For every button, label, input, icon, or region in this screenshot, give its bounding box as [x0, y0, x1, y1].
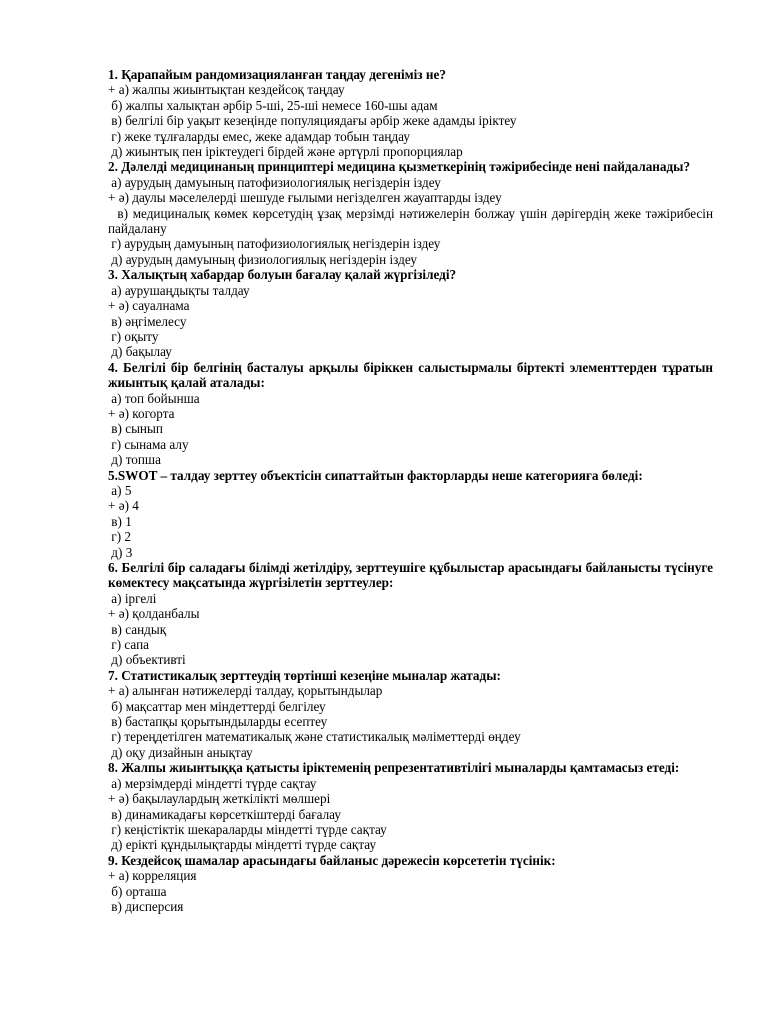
answer-option: г) 2: [108, 529, 131, 545]
answer-option: + ә) когорта: [108, 405, 175, 421]
answer-option: а) аурудың дамуының патофизиологиялық негіздерін іздеу: [108, 174, 441, 190]
answer-option: в) сынып: [108, 421, 163, 437]
answer-option: г) аурудың дамуының патофизиологиялық негіздерін іздеу: [108, 236, 441, 252]
answer-option: а) 5: [108, 482, 132, 498]
answer-option: д) жиынтық пен іріктеудегі бірдей және әртүрлі пропорциялар: [108, 144, 463, 160]
document-page: [108, 67, 717, 914]
answer-option: д) аурудың дамуының физиологиялық негіздерін іздеу: [108, 251, 417, 267]
question-block-3: [108, 267, 713, 359]
answer-option: б) жалпы халықтан әрбір 5-ші, 25-ші немесе 160-шы адам: [108, 97, 438, 113]
answer-option: + ә) даулы мәселелерді шешуде ғылыми негізделген жауаптарды іздеу: [108, 190, 502, 206]
question-text: 6. Белгілі бір саладағы білімді жетілдіру, зерттеушіге құбылыстар арасындағы байланысты түсінуге көмектесу мақсатында жүргізілетін зерттеулер:: [108, 560, 713, 591]
answer-option: г) сынама алу: [108, 436, 189, 452]
question-text: 9. Кездейсоқ шамалар арасындағы байланыс дәрежесін көрсететін түсінік:: [108, 852, 556, 868]
answer-option: д) топша: [108, 452, 161, 468]
answer-option: + а) корреляция: [108, 868, 197, 884]
answer-option: г) тереңдетілген математикалық және статистикалық мәліметтерді өңдеу: [108, 729, 521, 745]
question-text: 5.SWOT – талдау зерттеу объектісін сипаттайтын факторларды неше категорияға бөледі:: [108, 467, 643, 483]
answer-option: г) оқыту: [108, 328, 159, 344]
question-block-9: [108, 853, 713, 915]
answer-option: а) топ бойынша: [108, 390, 200, 406]
answer-option: г) кеңістіктік шекараларды міндетті түрде сақтау: [108, 821, 387, 837]
answer-option: б) орташа: [108, 883, 167, 899]
question-block-5: [108, 468, 713, 560]
answer-option: а) аурушаңдықты талдау: [108, 282, 250, 298]
answer-option: д) бақылау: [108, 344, 172, 360]
answer-option: в) динамикадағы көрсеткіштерді бағалау: [108, 806, 341, 822]
question-text: 2. Дәлелді медицинаның принциптері медицина қызметкерінің тәжірибесінде нені пайдаланады?: [108, 159, 691, 175]
answer-option: д) 3: [108, 544, 133, 560]
question-text: 3. Халықтың хабардар болуын бағалау қалай жүргізіледі?: [108, 267, 457, 283]
question-text: 7. Статистикалық зерттеудің төртінші кезеңіне мыналар жатады:: [108, 667, 501, 683]
answer-option: г) жеке тұлғаларды емес, жеке адамдар тобын таңдау: [108, 128, 410, 144]
answer-option: + ә) 4: [108, 498, 139, 514]
answer-option: г) сапа: [108, 637, 149, 653]
answer-option: в) медициналық көмек көрсетудің ұзақ мерзімді нәтижелерін болжау үшін дәрігердің жеке тәжірибесін пайдалану: [108, 205, 717, 237]
answer-option: д) ерікті құндылықтарды міндетті түрде сақтау: [108, 837, 377, 853]
question-block-7: [108, 668, 713, 760]
question-text: 4. Белгілі бір белгінің басталуы арқылы біріккен салыстырмалы біртекті элементтерден тұратын жиынтық қалай аталады:: [108, 359, 713, 391]
answer-option: д) оқу дизайнын анықтау: [108, 744, 253, 760]
answer-option: в) бастапқы қорытындыларды есептеу: [108, 714, 328, 730]
answer-option: в) әңгімелесу: [108, 313, 187, 329]
question-block-6: [108, 560, 713, 668]
answer-option: в) 1: [108, 513, 132, 529]
answer-option: в) дисперсия: [108, 898, 184, 914]
answer-option: а) мерзімдерді міндетті түрде сақтау: [108, 775, 317, 791]
question-block-8: [108, 760, 713, 852]
question-block-4: [108, 360, 713, 468]
answer-option: + ә) сауалнама: [108, 298, 190, 314]
answer-option: в) белгілі бір уақыт кезеңінде популяциядағы әрбір жеке адамды іріктеу: [108, 113, 517, 129]
answer-option: а) іргелі: [108, 590, 157, 606]
question-text: 1. Қарапайым рандомизацияланған таңдау дегеніміз не?: [108, 67, 446, 82]
answer-option: в) сандық: [108, 621, 167, 637]
answer-option: б) мақсаттар мен міндеттерді белгілеу: [108, 698, 326, 714]
answer-option: + а) жалпы жиынтықтан кездейсоқ таңдау: [108, 82, 345, 98]
answer-option: + ә) қолданбалы: [108, 606, 200, 622]
question-block-2: [108, 159, 717, 267]
answer-option: д) объективті: [108, 652, 186, 668]
question-text: 8. Жалпы жиынтыққа қатысты іріктеменің репрезентативтілігі мыналарды қамтамасыз етеді:: [108, 760, 680, 776]
question-block-1: [108, 67, 713, 159]
answer-option: + ә) бақылаулардың жеткілікті мөлшері: [108, 791, 331, 807]
answer-option: + а) алынған нәтижелерді талдау, қорытындылар: [108, 683, 383, 699]
